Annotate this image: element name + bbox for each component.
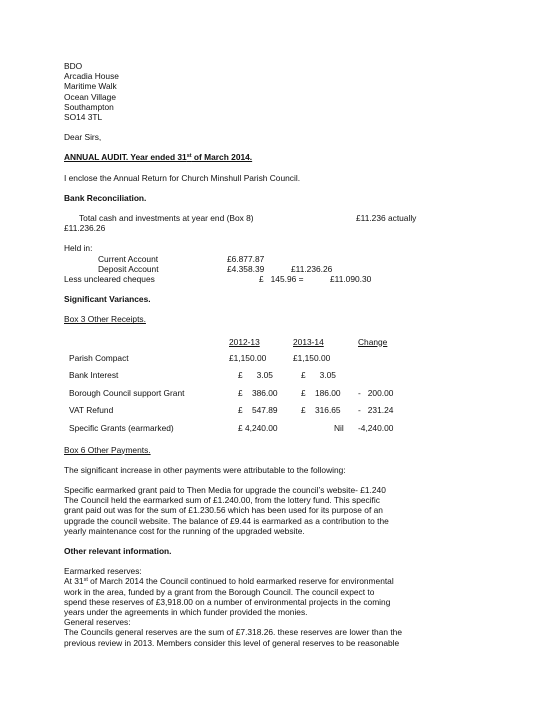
- deposit-account-value: £4.358.39: [227, 263, 265, 274]
- paragraph-line: years under the agreements in which funder provided the monies.: [64, 606, 308, 617]
- significant-variances-heading: Significant Variances.: [64, 294, 151, 305]
- table-cell-2012: £ 386.00: [238, 387, 278, 398]
- address-line: Arcadia House: [64, 71, 119, 82]
- paragraph-line: grant paid out was for the sum of £1.230.56 which has been used for its purpose of an: [64, 505, 383, 516]
- paragraph-line: The Council held the earmarked sum of £1.240.00, from the lottery fund. This specific: [64, 495, 380, 506]
- address-line: Maritime Walk: [64, 81, 117, 92]
- current-account-row: [64, 254, 480, 264]
- paragraph-line: upgrade the council website. The balance of £9.44 is earmarked as a contribution to the: [64, 515, 389, 526]
- table-cell-2013: £1,150.00: [293, 352, 331, 363]
- other-info-heading: Other relevant information.: [64, 545, 172, 556]
- salutation: Dear Sirs,: [64, 132, 102, 143]
- table-cell-2013: £ 3.05: [301, 369, 336, 380]
- subject-pre: ANNUAL AUDIT. Year ended 31: [64, 152, 187, 163]
- earmarked-first-sup: st: [83, 577, 88, 584]
- box3-heading: Box 3 Other Receipts.: [64, 314, 146, 325]
- table-cell-2013: £ 316.65: [301, 404, 341, 415]
- subject-post: of March 2014.: [191, 152, 253, 163]
- column-header: Change: [358, 336, 388, 347]
- table-cell-change: - 200.00: [358, 387, 394, 398]
- current-account-value: £6.877.87: [227, 253, 265, 264]
- paragraph-line: spend these reserves of £3,918.00 on a number of environmental projects in the coming: [64, 596, 391, 607]
- table-cell-2012: £ 547.89: [238, 404, 278, 415]
- receipts-table: [64, 337, 480, 445]
- address-line: SO14 3TL: [64, 111, 103, 122]
- table-cell-change: - 231.24: [358, 404, 394, 415]
- uncleared-cheques-value: £ 145.96 =: [259, 273, 304, 284]
- total-cash-row: [64, 213, 480, 223]
- table-cell-2013: £ 186.00: [301, 387, 341, 398]
- table-row-label: Parish Compact: [69, 352, 129, 363]
- letter-page: [64, 61, 480, 648]
- deposit-account-total: £11.236.26: [291, 263, 333, 274]
- held-in-label: Held in:: [64, 243, 93, 254]
- table-row-label: VAT Refund: [69, 404, 114, 415]
- intro-line: I enclose the Annual Return for Church Minshull Parish Council.: [64, 172, 301, 183]
- earmarked-first-post: of March 2014 the Council continued to hold earmarked reserve for environmental: [87, 576, 394, 587]
- total-cash-value: £11.236 actually: [356, 212, 417, 223]
- table-cell-2012: £ 3.05: [238, 369, 273, 380]
- address-line: BDO: [64, 61, 83, 71]
- address-line: Ocean Village: [64, 91, 116, 102]
- uncleared-cheques-row: [64, 274, 480, 284]
- paragraph-line: [64, 576, 480, 586]
- paragraph-line: The Councils general reserves are the sum of £7.318.26. these reserves are lower than the: [64, 627, 402, 638]
- column-header: 2013-14: [293, 336, 324, 347]
- subject-line: [64, 152, 480, 162]
- total-cash-continued: £11.236.26: [64, 223, 106, 234]
- paragraph-line: Specific earmarked grant paid to Then Media for upgrade the council’s website- £1.240: [64, 484, 386, 495]
- table-row-label: Borough Council support Grant: [69, 387, 185, 398]
- table-cell-change: -4,240.00: [358, 422, 394, 433]
- uncleared-cheques-result: £11.090.30: [330, 273, 372, 284]
- general-reserves-label: General reserves:: [64, 617, 131, 628]
- deposit-account-label: Deposit Account: [98, 263, 159, 274]
- table-cell-2012: £1,150.00: [229, 352, 267, 363]
- box6-intro: The significant increase in other payments were attributable to the following:: [64, 464, 346, 475]
- earmarked-reserves-label: Earmarked reserves:: [64, 566, 142, 577]
- earmarked-first-pre: At 31: [64, 576, 84, 587]
- subject-sup: st: [186, 153, 192, 160]
- paragraph-line: yearly maintenance cost for the running of the upgraded website.: [64, 525, 305, 536]
- paragraph-line: work in the area, funded by a grant from the Borough Council. The council expect to: [64, 586, 375, 597]
- current-account-label: Current Account: [98, 253, 159, 264]
- table-row-label: Specific Grants (earmarked): [69, 422, 174, 433]
- bank-reconciliation-heading: Bank Reconciliation.: [64, 192, 147, 203]
- box6-paragraph: [64, 485, 480, 536]
- paragraph-line: previous review in 2013. Members consider this level of general reserves to be reasonable: [64, 637, 400, 648]
- table-row-label: Bank Interest: [69, 369, 119, 380]
- table-cell-2013: Nil: [334, 422, 344, 433]
- column-header: 2012-13: [229, 336, 260, 347]
- deposit-account-row: [64, 264, 480, 274]
- box6-heading: Box 6 Other Payments.: [64, 444, 151, 455]
- total-cash-label: Total cash and investments at year end (Box 8): [79, 212, 254, 223]
- uncleared-cheques-label: Less uncleared cheques: [64, 273, 155, 284]
- table-cell-2012: £ 4,240.00: [238, 422, 278, 433]
- recipient-address: [64, 61, 480, 122]
- address-line: Southampton: [64, 101, 114, 112]
